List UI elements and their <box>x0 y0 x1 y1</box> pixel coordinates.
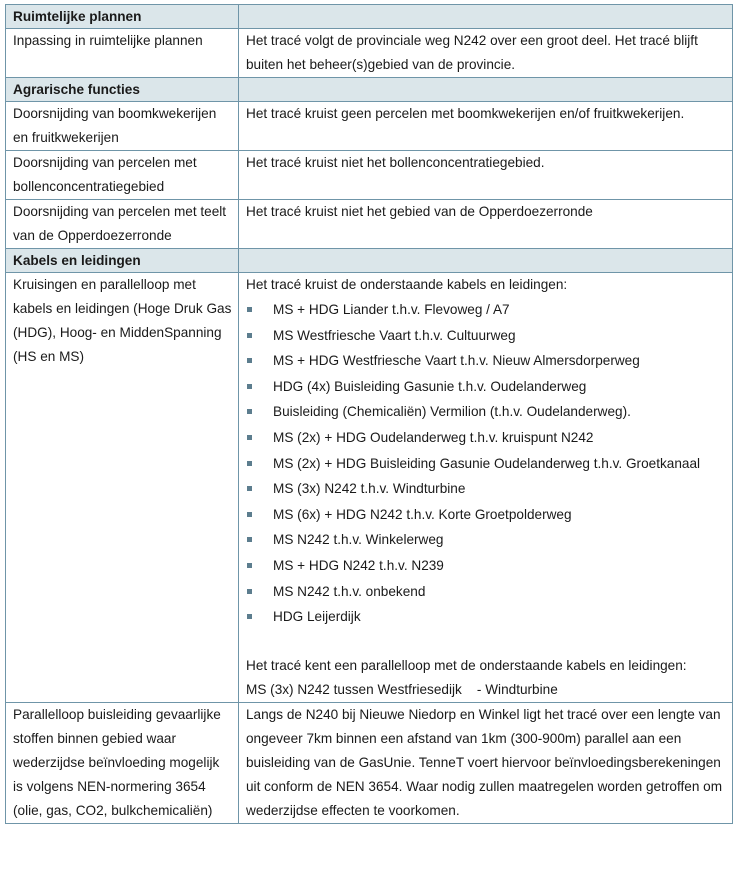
square-bullet-icon <box>247 409 252 414</box>
parallel-intro: Het tracé kent een parallelloop met de onderstaande kabels en leidingen: <box>246 657 687 673</box>
section-heading: Ruimtelijke plannen <box>6 5 239 29</box>
list-item: HDG Leijerdijk <box>246 604 726 630</box>
section-empty-cell <box>239 249 733 273</box>
assessment-cell: Langs de N240 bij Nieuwe Niedorp en Winkel ligt het tracé over een lengte van ongeveer 7km binnen een afstand van 1km (300-900m) parallel aan een buisleiding van de GasUnie. TenneT voert hiervoor beïnvloedingsberekeningen uit conform de NEN 3654. Waar nodig zullen maatregelen worden getroffen om wederzijdse effecten te voorkomen. <box>239 702 733 823</box>
list-item: MS N242 t.h.v. onbekend <box>246 579 726 605</box>
assessment-cell: Het tracé kruist niet het gebied van de Opperdoezerronde <box>239 200 733 249</box>
table-row <box>6 702 733 823</box>
list-item: MS + HDG Westfriesche Vaart t.h.v. Nieuw Almersdorperweg <box>246 348 726 374</box>
square-bullet-icon <box>247 614 252 619</box>
assessment-cell: Het tracé kruist niet het bollenconcentratiegebied. <box>239 151 733 200</box>
table-row <box>6 29 733 78</box>
table-row <box>6 151 733 200</box>
crossings-list <box>246 297 726 630</box>
crossings-intro: Het tracé kruist de onderstaande kabels en leidingen: <box>246 277 568 292</box>
assessment-cell: Het tracé kruist geen percelen met boomkwekerijen en/of fruitkwekerijen. <box>239 102 733 151</box>
square-bullet-icon <box>247 512 252 517</box>
square-bullet-icon <box>247 333 252 338</box>
criterion-cell: Doorsnijding van boomkwekerijen en fruitkwekerijen <box>6 102 239 151</box>
parallel-item: MS (3x) N242 tussen Westfriesedijk - Windturbine <box>246 681 558 697</box>
section-empty-cell <box>239 78 733 102</box>
list-item: MS Westfriesche Vaart t.h.v. Cultuurweg <box>246 323 726 349</box>
list-item: Buisleiding (Chemicaliën) Vermilion (t.h.v. Oudelanderweg). <box>246 399 726 425</box>
square-bullet-icon <box>247 358 252 363</box>
list-item: MS + HDG N242 t.h.v. N239 <box>246 553 726 579</box>
section-row <box>6 78 733 102</box>
list-item: MS (6x) + HDG N242 t.h.v. Korte Groetpolderweg <box>246 502 726 528</box>
criterion-cell: Parallelloop buisleiding gevaarlijke stoffen binnen gebied waar wederzijdse beïnvloeding mogelijk is volgens NEN-normering 3654 (olie, gas, CO2, bulkchemicaliën) <box>6 702 239 823</box>
square-bullet-icon <box>247 537 252 542</box>
section-heading: Agrarische functies <box>6 78 239 102</box>
criterion-cell: Doorsnijding van percelen met bollenconcentratiegebied <box>6 151 239 200</box>
assessment-cell: Het tracé volgt de provinciale weg N242 over een groot deel. Het tracé blijft buiten het beheer(s)gebied van de provincie. <box>239 29 733 78</box>
table-row <box>6 273 733 703</box>
spacer <box>246 630 726 654</box>
square-bullet-icon <box>247 307 252 312</box>
list-item: MS (3x) N242 t.h.v. Windturbine <box>246 476 726 502</box>
table-row <box>6 200 733 249</box>
section-row <box>6 249 733 273</box>
assessment-cell <box>239 273 733 703</box>
table-row <box>6 102 733 151</box>
criterion-cell: Kruisingen en parallelloop met kabels en leidingen (Hoge Druk Gas (HDG), Hoog- en MiddenSpanning (HS en MS) <box>6 273 239 703</box>
criterion-cell: Inpassing in ruimtelijke plannen <box>6 29 239 78</box>
square-bullet-icon <box>247 563 252 568</box>
section-row <box>6 5 733 29</box>
criterion-cell: Doorsnijding van percelen met teelt van de Opperdoezerronde <box>6 200 239 249</box>
square-bullet-icon <box>247 461 252 466</box>
square-bullet-icon <box>247 486 252 491</box>
list-item: MS (2x) + HDG Oudelanderweg t.h.v. kruispunt N242 <box>246 425 726 451</box>
square-bullet-icon <box>247 435 252 440</box>
list-item: HDG (4x) Buisleiding Gasunie t.h.v. Oudelanderweg <box>246 374 726 400</box>
section-heading: Kabels en leidingen <box>6 249 239 273</box>
criteria-table <box>5 4 733 824</box>
list-item: MS + HDG Liander t.h.v. Flevoweg / A7 <box>246 297 726 323</box>
list-item: MS N242 t.h.v. Winkelerweg <box>246 527 726 553</box>
section-empty-cell <box>239 5 733 29</box>
list-item: MS (2x) + HDG Buisleiding Gasunie Oudelanderweg t.h.v. Groetkanaal <box>246 451 726 477</box>
square-bullet-icon <box>247 384 252 389</box>
square-bullet-icon <box>247 589 252 594</box>
